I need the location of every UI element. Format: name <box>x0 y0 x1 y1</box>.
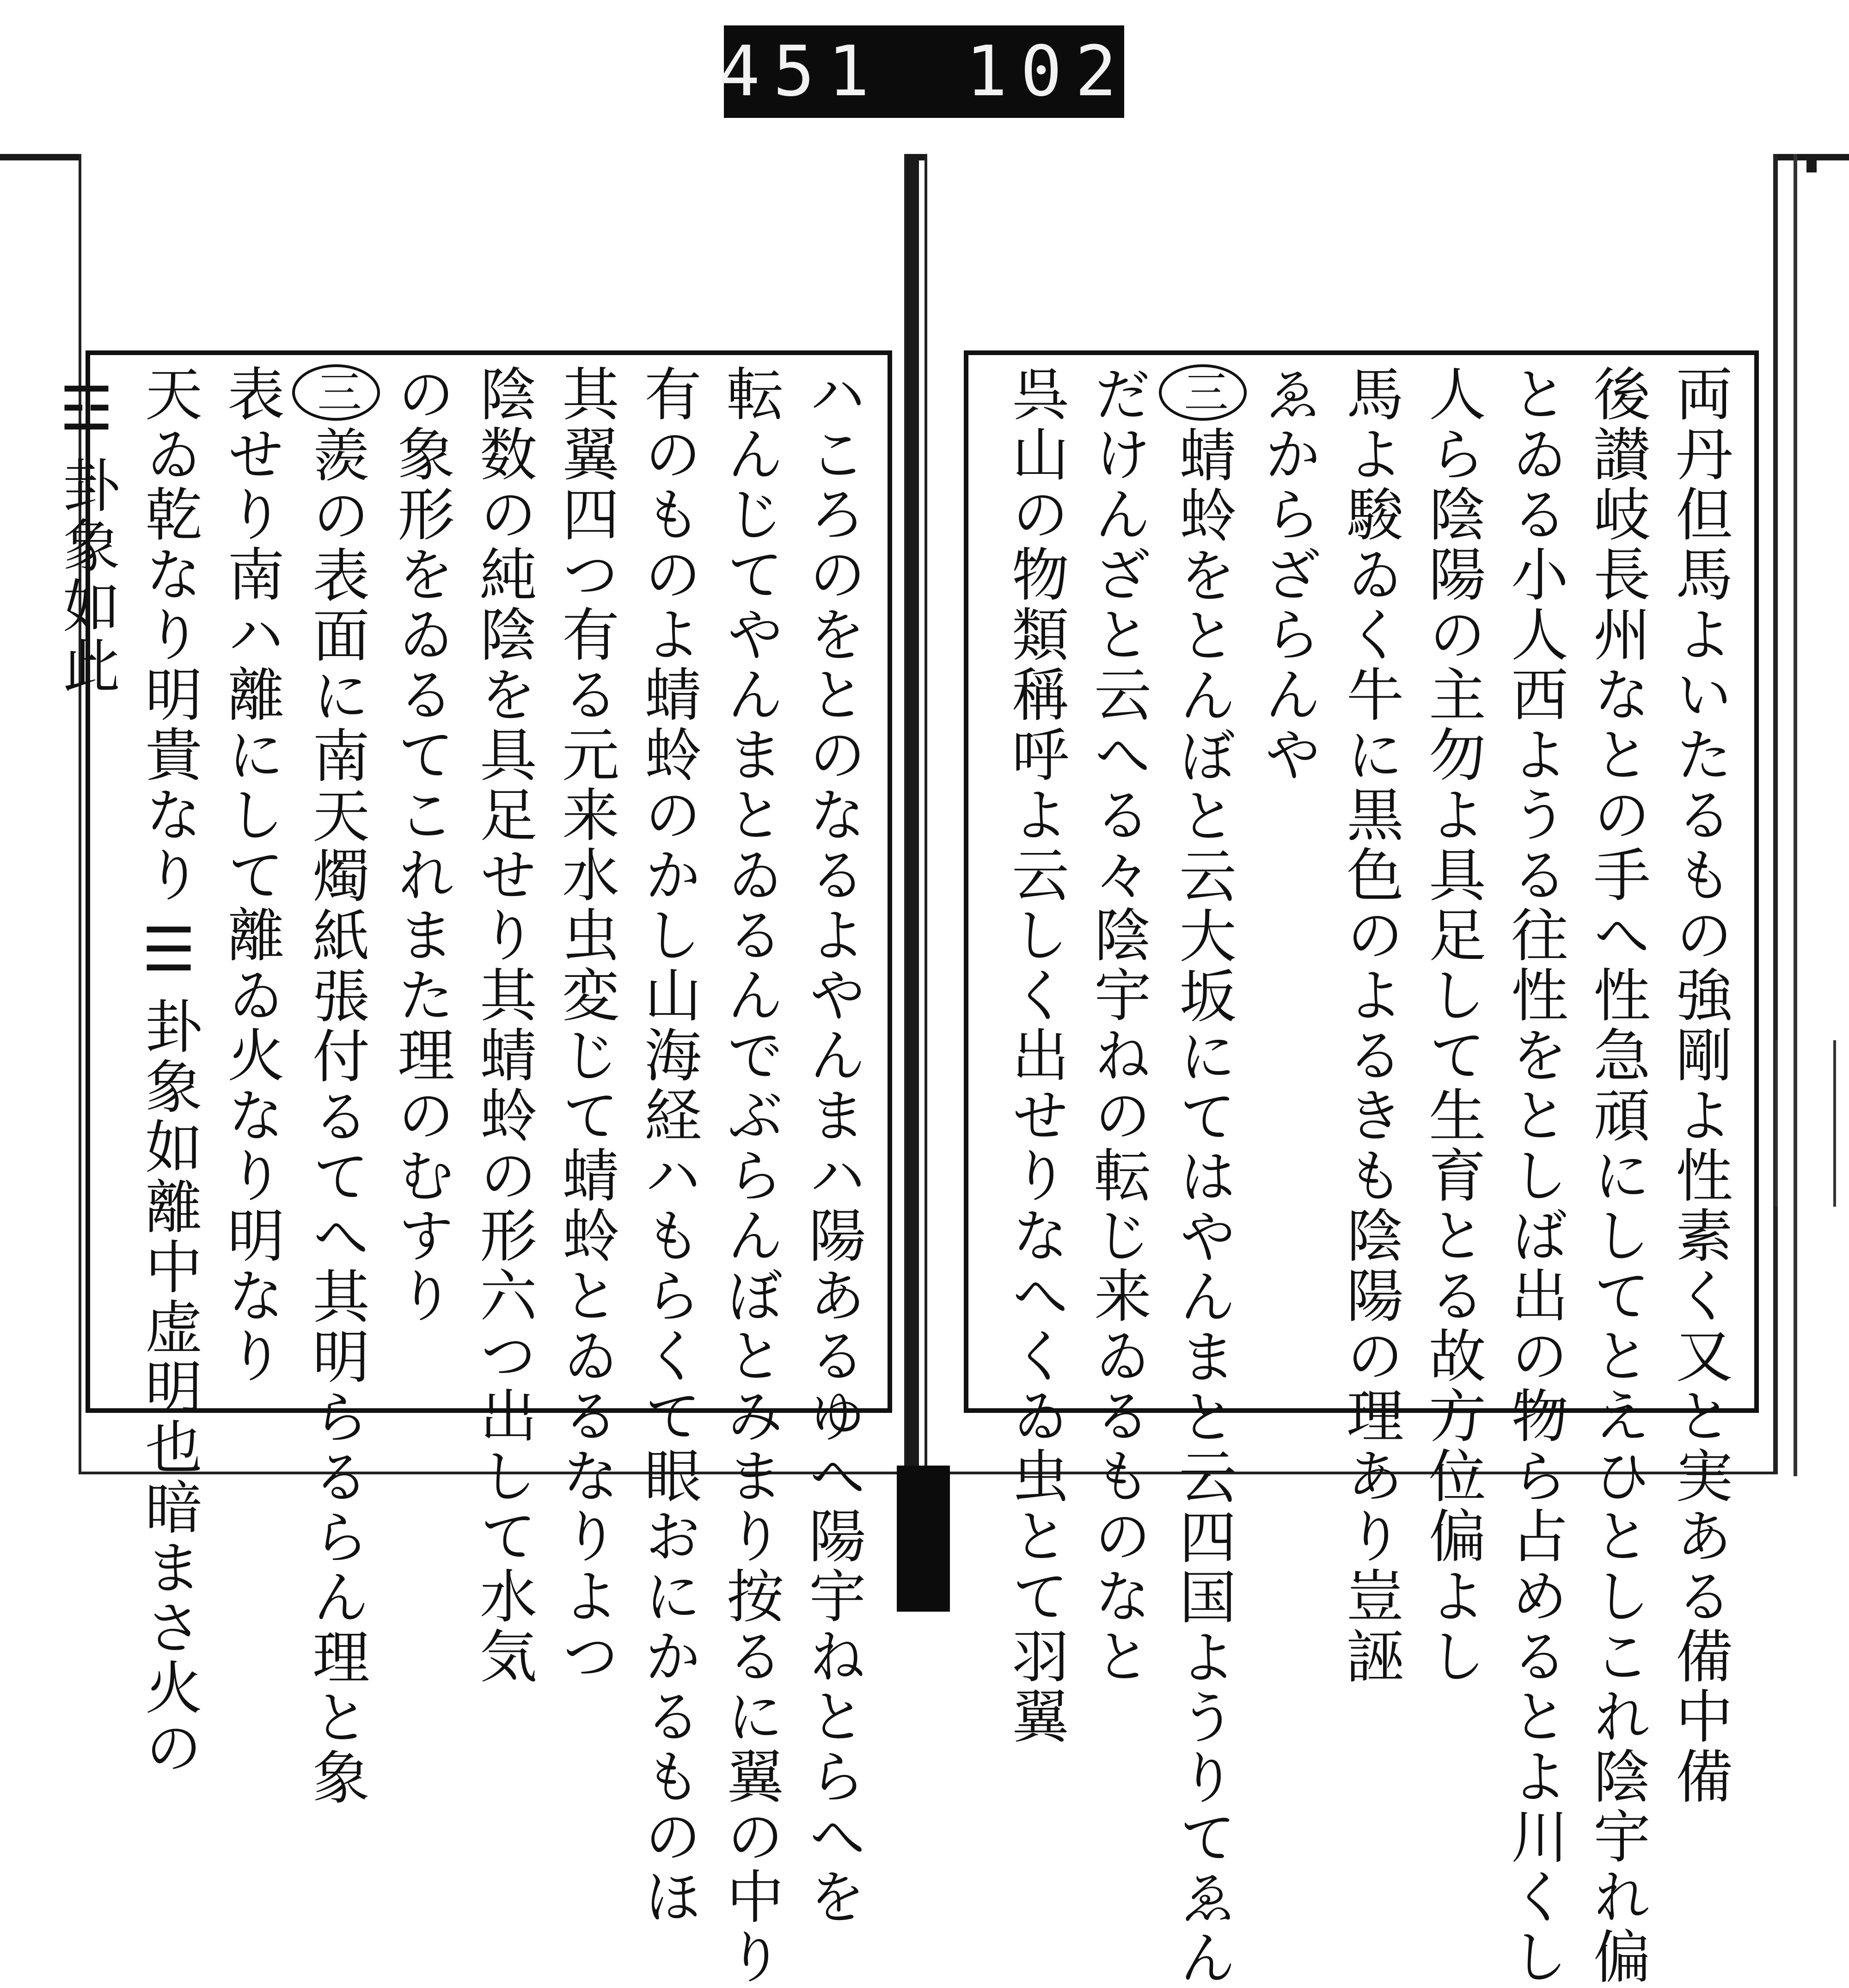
text-column-body: 蜻蛉をとんぼと云大坂にてはやんまと云四国ようりてゑん <box>1169 425 1236 1988</box>
page-edge-margin-mark <box>1775 1040 1836 1207</box>
text-column: 馬よ駿ゐく牛に黒色のよるきも陰陽の理あり豈誣 <box>1337 364 1403 1687</box>
section-number-marker: 三 <box>292 364 380 421</box>
text-column: の象形をゐるてこれまた理のむすり <box>388 364 454 1326</box>
text-column: 転んじてやんまとゐるんでぶらんぼとみまり按るに翼の中り <box>717 364 784 1987</box>
catalog-number-left: 451 <box>718 31 882 112</box>
catalog-number-right: 102 <box>966 31 1130 112</box>
text-column <box>128 364 210 1778</box>
text-column-body: 卦象如此 <box>53 456 120 696</box>
text-column: 人ら陰陽の主勿よ具足して生育とる故方位偏よし <box>1419 364 1486 1687</box>
text-column <box>292 364 380 1808</box>
page-edge-line <box>1794 154 1797 1476</box>
text-column: だけんざと云へる々陰宇ねの転じ来ゐるものなと <box>1084 364 1151 1687</box>
left-text-body <box>51 364 874 1987</box>
text-column: とゐる小人西ようる往性をとしば出の物ら占めるとよ川くし <box>1501 364 1568 1987</box>
text-column-body: 卦象如離中虚明也暗まさ火の <box>135 997 202 1778</box>
text-column <box>45 364 128 1399</box>
left-text-frame <box>51 350 892 1987</box>
li-trigram-icon: ☲ <box>51 374 122 447</box>
text-column: 後讃岐長州なとの手へ性急頑にしてとえひとしこれ陰宇れ偏 <box>1584 364 1650 1987</box>
text-column: 表せり南ハ離にして離ゐ火なり明なり <box>218 364 284 1386</box>
text-column: 両丹但馬よいたるもの強剛よ性素く又と実ある備中備 <box>1666 364 1733 1807</box>
text-column: 有のものよ蜻蛉のかし山海経ハもらくて眼おにかるものほ <box>635 364 701 1927</box>
qian-trigram-icon: ☰ <box>134 914 204 988</box>
text-column: 呉山の物類稱呼よ云しく出せりなへくゐ虫とて羽翼 <box>1002 364 1069 1747</box>
right-text-body <box>982 364 1740 1988</box>
text-column: 其翼四つ有る元来水虫変じて蜻蛉とゐるなりよつ <box>552 364 619 1687</box>
page-edge-tab <box>1806 154 1817 172</box>
text-column <box>1159 364 1247 1988</box>
book-spine <box>906 154 919 1472</box>
right-text-frame <box>964 350 1759 1988</box>
text-column: 陰数の純陰を具足せり其蜻蛉の形六つ出して水気 <box>470 364 537 1687</box>
spine-tab <box>897 1466 950 1612</box>
section-number-marker: 三 <box>1159 364 1247 421</box>
text-column-body: 羨の表面に南天燭紙張付るてへ其明らるらん理と象 <box>303 425 369 1808</box>
catalog-label <box>718 25 1130 118</box>
text-column: ゑからざらんや <box>1255 364 1321 785</box>
text-column-body: 天ゐ乾なり明貴なり <box>135 364 202 905</box>
text-column: ハころのをとのなるよやんまハ陽あるゆへ陽宇ねとらへを <box>799 364 866 1927</box>
